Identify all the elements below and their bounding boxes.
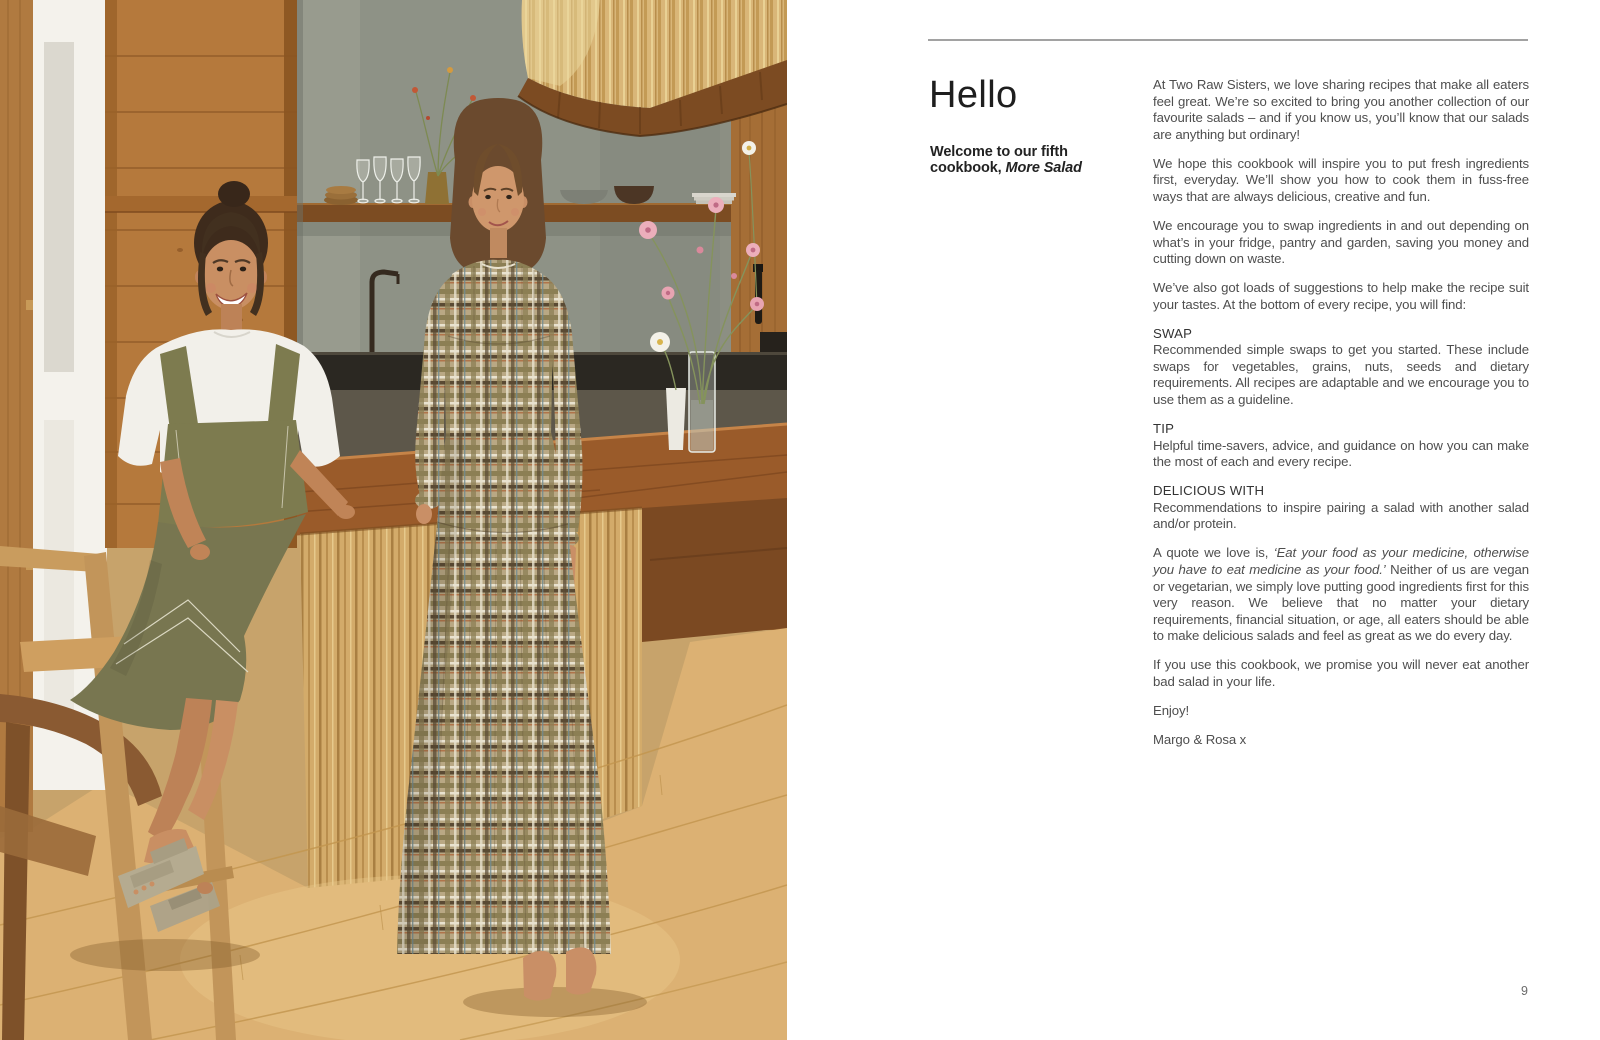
photo-page bbox=[0, 0, 787, 1040]
subtitle-book-title: More Salad bbox=[1005, 160, 1082, 176]
top-rule bbox=[928, 39, 1528, 41]
section-tip bbox=[1153, 421, 1529, 471]
bud-vase bbox=[666, 388, 686, 450]
text-page bbox=[787, 0, 1600, 1040]
kitchen-photo bbox=[0, 0, 787, 1040]
quote-rest: Neither of us are vegan or vegetarian, we simply love putting good ingredients first for this very reason. We believe that no matter your dietary requirements, financial situation, or age, all eaters should be able to make delicious salads and feel as great as we do every day. bbox=[1153, 561, 1529, 644]
page-title: Hello bbox=[929, 74, 1018, 116]
section-heading: SWAP bbox=[1153, 325, 1193, 341]
section-body: Recommended simple swaps to get you started. These include swaps for vegetables, grains, nuts, seeds and dietary requirements. All recipes are adaptable and we encourage you to use them as a guideline. bbox=[1153, 342, 1529, 408]
signature: Margo & Rosa x bbox=[1153, 731, 1247, 747]
section-body: Recommendations to inspire pairing a salad with another salad and/or protein. bbox=[1153, 499, 1529, 532]
intro-paragraph: We encourage you to swap ingredients in and out depending on what’s in your fridge, pantry and garden, saving you money and cutting down on waste. bbox=[1153, 217, 1529, 267]
hair-bun bbox=[218, 181, 250, 207]
body-column bbox=[1153, 77, 1529, 761]
section-heading: TIP bbox=[1153, 421, 1175, 437]
section-body: Helpful time-savers, advice, and guidance on how you can make the most of each and every recipe. bbox=[1153, 437, 1529, 470]
closing-enjoy: Enjoy! bbox=[1153, 702, 1190, 718]
page-number: 9 bbox=[1521, 984, 1528, 998]
seated-woman-face bbox=[202, 240, 260, 310]
intro-paragraph: We’ve also got loads of suggestions to help make the recipe suit your tastes. At the bottom of every recipe, you will find: bbox=[1153, 280, 1529, 312]
closing-paragraph: If you use this cookbook, we promise you will never eat another bad salad in your life. bbox=[1153, 657, 1529, 689]
intro-paragraph: At Two Raw Sisters, we love sharing recipes that make all eaters feel great. We’re so excited to bring you another collection of our favourite salads – and if you know us, you’ll know that our salads are anything but ordinary! bbox=[1153, 77, 1529, 142]
section-delicious-with bbox=[1153, 483, 1529, 533]
subtitle-line2: cookbook, bbox=[930, 160, 1006, 176]
amber-jug bbox=[425, 172, 449, 204]
quote-paragraph bbox=[1153, 545, 1529, 645]
subtitle-line1: Welcome to our fifth bbox=[930, 144, 1068, 160]
quote-text: ‘Eat your food as your medicine, otherwise you have to eat medicine as your food.’ bbox=[1153, 545, 1529, 577]
intro-paragraph: We hope this cookbook will inspire you to put fresh ingredients first, everyday. We’ll show you how to cook them in fuss-free ways that are always delicious, creative and fun. bbox=[1153, 155, 1529, 204]
section-heading: DELICIOUS WITH bbox=[1153, 483, 1265, 499]
subtitle bbox=[930, 144, 1082, 176]
plaid-bodice bbox=[444, 260, 553, 436]
quote-lead: A quote we love is, bbox=[1153, 545, 1274, 561]
section-swap bbox=[1153, 326, 1529, 409]
pendant-lamp bbox=[518, 0, 787, 136]
